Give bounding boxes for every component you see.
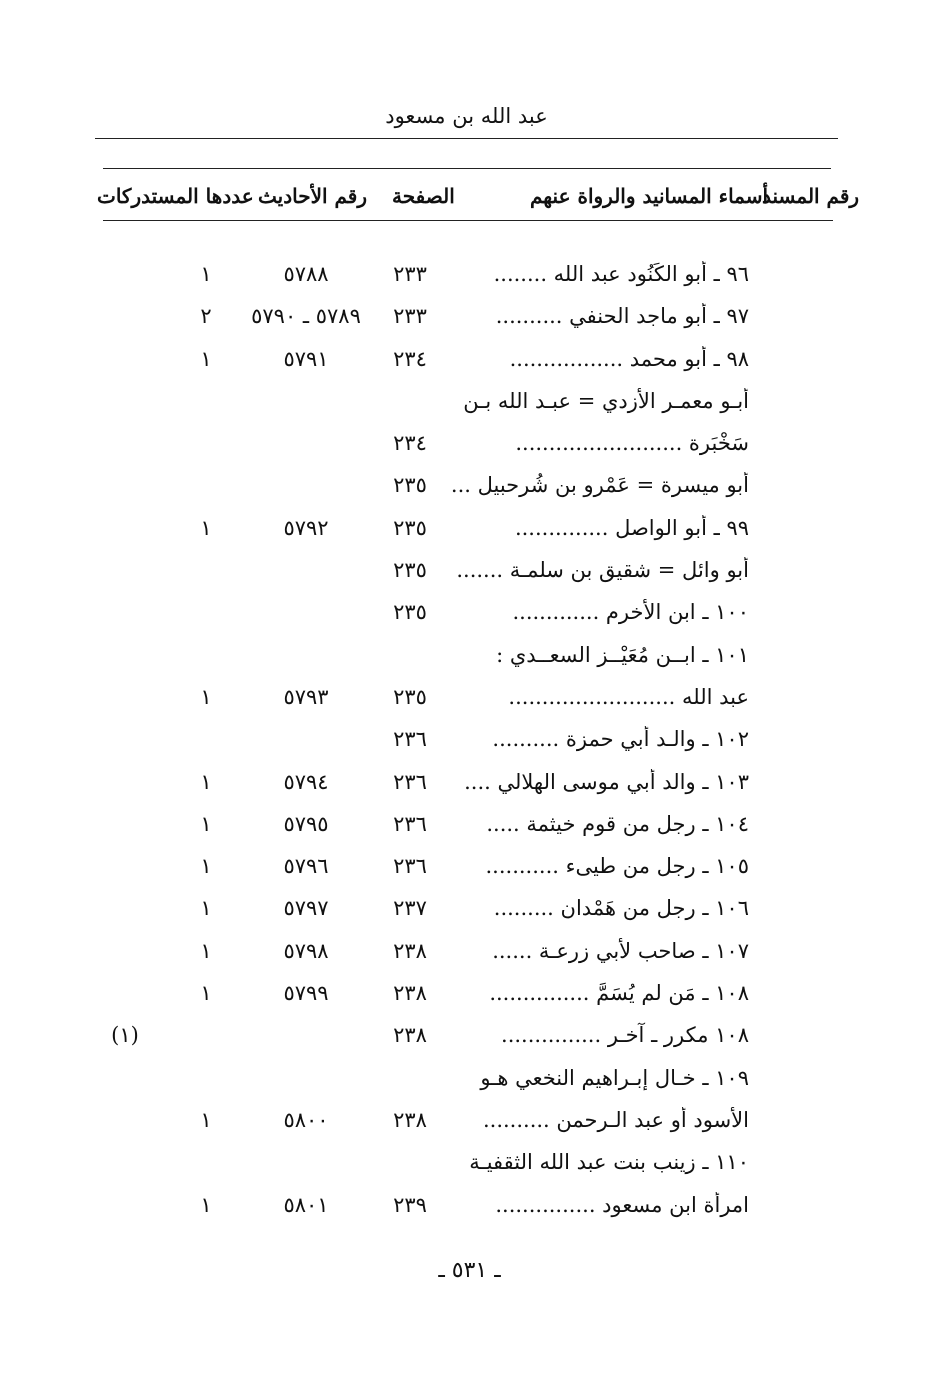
- table-row: [0, 930, 939, 972]
- entry-name: ١٠٦ ـ رجل من هَمْدان .........: [493, 896, 749, 921]
- entry-hadith-numbers: ٥٧٩٥: [283, 811, 329, 836]
- entry-name: ١٠٨ مكرر ـ آخـر ...............: [501, 1023, 749, 1048]
- entry-count: ١: [200, 854, 212, 879]
- table-row: [0, 1184, 939, 1226]
- entry-name: ٩٦ ـ أبو الكَنُود عبد الله ........: [493, 262, 749, 286]
- entry-name: ١٠٧ ـ صاحب لأبي زرعـة ......: [492, 938, 749, 963]
- running-header: عبد الله بن مسعود: [385, 104, 548, 128]
- column-header-hadith-numbers: رقم الأحاديث: [258, 184, 368, 208]
- entry-page: ٢٣٦: [393, 727, 427, 752]
- entry-hadith-numbers: ٥٧٩٣: [283, 684, 329, 709]
- entry-count: ١: [200, 1107, 212, 1132]
- entry-page: ٢٣٦: [393, 854, 427, 879]
- entry-hadith-numbers: ٥٧٩٧: [283, 896, 329, 921]
- table-row: [0, 591, 939, 633]
- entry-hadith-numbers: ٥٧٩٤: [283, 769, 329, 794]
- entry-count: ١: [200, 515, 212, 540]
- table-row: [0, 1014, 939, 1056]
- entry-hadith-numbers: ٥٧٩٩: [283, 981, 329, 1006]
- entry-page: ٢٣٥: [393, 684, 427, 709]
- column-header-page: الصفحة: [392, 184, 455, 208]
- table-row: [0, 253, 939, 295]
- entry-name: أبو ميسرة = عَمْرو بن شُرحبيل ...: [450, 473, 749, 498]
- entry-page: ٢٣٥: [393, 600, 427, 625]
- index-table-body: [0, 253, 939, 1226]
- entry-page: ٢٣٣: [393, 262, 427, 286]
- column-header-count: عددها: [205, 184, 254, 208]
- entry-name: ١١٠ ـ زينب بنت عبد الله الثقفيـة: [469, 1150, 749, 1175]
- table-row: [0, 295, 939, 337]
- entry-page: ٢٣٩: [393, 1192, 427, 1217]
- table-row: [0, 338, 939, 380]
- table-header-rule: [103, 220, 833, 221]
- table-row: [0, 761, 939, 803]
- column-header-musnad-number: رقم المسند: [762, 184, 860, 208]
- entry-name: أبـو معمـر الأزدي = عبـد الله بـن: [463, 388, 749, 413]
- entry-page: ٢٣٦: [393, 769, 427, 794]
- entry-page: ٢٣٥: [393, 473, 427, 498]
- entry-page: ٢٣٨: [393, 1023, 427, 1048]
- table-row: [0, 380, 939, 422]
- table-row: [0, 718, 939, 760]
- entry-name: الأسود أو عبد الـرحمن ..........: [482, 1107, 749, 1132]
- header-rule: [95, 138, 838, 139]
- entry-hadith-numbers: ٥٧٨٨: [283, 262, 329, 286]
- entry-count: ١: [200, 769, 212, 794]
- entry-name: ٩٨ ـ أبو محمد .................: [509, 346, 749, 371]
- entry-name: ١٠٢ ـ والـد أبي حمزة ..........: [492, 727, 749, 752]
- column-header-names: أسماء المسانيد والرواة عنهم: [530, 184, 769, 208]
- entry-name: سَخْبَرة .........................: [515, 431, 749, 456]
- entry-name: ١٠٤ ـ رجل من قوم خيثمة .....: [486, 811, 749, 836]
- entry-name: عبد الله .........................: [508, 684, 749, 709]
- entry-count: ٢: [200, 304, 212, 329]
- table-row: [0, 676, 939, 718]
- table-top-rule: [103, 168, 831, 169]
- entry-name: ١٠١ ـ ابــن مُعَيْــز السعــدي :: [496, 642, 749, 667]
- entry-page: ٢٣٨: [393, 938, 427, 963]
- entry-hadith-numbers: ٥٧٩٢: [283, 515, 329, 540]
- entry-count: ١: [200, 1192, 212, 1217]
- entry-page: ٢٣٤: [393, 346, 427, 371]
- page-number: ـ ٥٣١ ـ: [438, 1258, 501, 1283]
- entry-hadith-numbers: ٥٨٠٠: [283, 1107, 329, 1132]
- entry-name: ١٠٩ ـ خـال إبـراهيم النخعي هـو: [480, 1065, 749, 1090]
- entry-count: ١: [200, 981, 212, 1006]
- entry-name: ١٠٨ ـ مَن لم يُسَمَّ ...............: [489, 981, 749, 1006]
- entry-page: ٢٣٣: [393, 304, 427, 329]
- entry-count: ١: [200, 262, 212, 286]
- table-row: [0, 1099, 939, 1141]
- entry-name: أبو وائل = شقيق بن سلمـة .......: [456, 558, 749, 583]
- table-row: [0, 972, 939, 1014]
- entry-count: ١: [200, 684, 212, 709]
- table-row: [0, 422, 939, 464]
- entry-hadith-numbers: ٥٨٠١: [283, 1192, 329, 1217]
- entry-count: ١: [200, 938, 212, 963]
- entry-count: ١: [200, 346, 212, 371]
- entry-page: ٢٣٧: [393, 896, 427, 921]
- entry-hadith-numbers: ٥٧٨٩ ـ ٥٧٩٠: [251, 304, 361, 329]
- entry-hadith-numbers: ٥٧٩٨: [283, 938, 329, 963]
- table-row: [0, 464, 939, 506]
- entry-page: ٢٣٦: [393, 811, 427, 836]
- entry-name: ٩٧ ـ أبو ماجد الحنفي ..........: [495, 304, 749, 329]
- entry-page: ٢٣٨: [393, 1107, 427, 1132]
- table-row: [0, 634, 939, 676]
- entry-name: ١٠٣ ـ والد أبي موسى الهلالي ....: [464, 769, 749, 794]
- entry-page: ٢٣٥: [393, 515, 427, 540]
- table-row: [0, 845, 939, 887]
- table-row: [0, 1057, 939, 1099]
- entry-name: ١٠٥ ـ رجل من طيىء ...........: [485, 854, 749, 879]
- entry-mustadrakat: (١): [111, 1023, 139, 1048]
- table-row: [0, 1141, 939, 1183]
- column-header-count-mustadrakat: [97, 184, 254, 208]
- entry-name: ٩٩ ـ أبو الواصل ..............: [514, 515, 749, 540]
- table-row: [0, 507, 939, 549]
- entry-name: امرأة ابن مسعود ...............: [495, 1192, 749, 1217]
- entry-hadith-numbers: ٥٧٩١: [283, 346, 329, 371]
- entry-page: ٢٣٥: [393, 558, 427, 583]
- entry-hadith-numbers: ٥٧٩٦: [283, 854, 329, 879]
- column-header-mustadrakat: المستدركات: [97, 184, 199, 208]
- entry-page: ٢٣٤: [393, 431, 427, 456]
- table-row: [0, 887, 939, 929]
- entry-page: ٢٣٨: [393, 981, 427, 1006]
- table-row: [0, 803, 939, 845]
- entry-count: ١: [200, 896, 212, 921]
- entry-count: ١: [200, 811, 212, 836]
- entry-name: ١٠٠ ـ ابن الأخرم .............: [512, 600, 749, 625]
- table-row: [0, 549, 939, 591]
